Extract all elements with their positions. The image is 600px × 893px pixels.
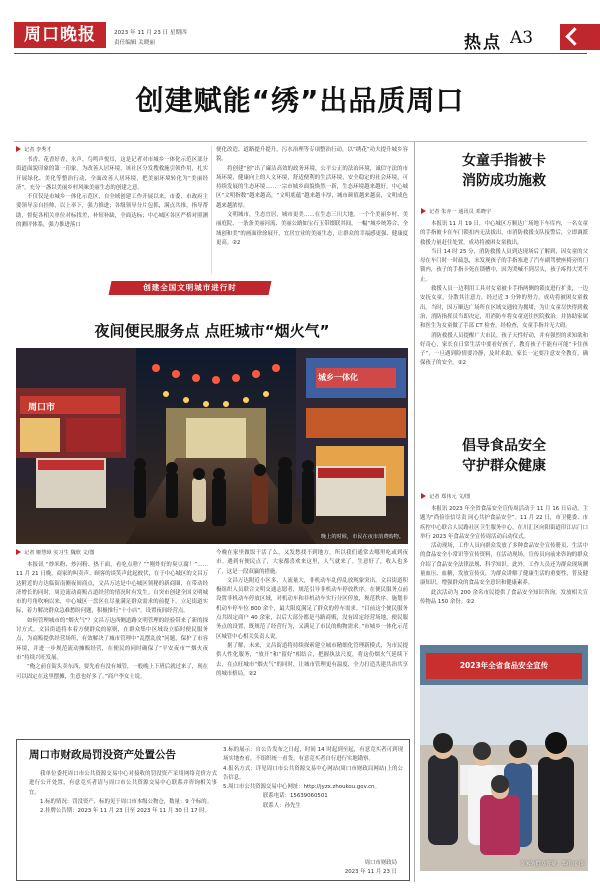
article2-para: 如何管理城市的“烟火气”？文昌万达西侧道路文明管理的经验带来了新的探讨方式。文昌街道将本着方便群众的原则，在群众集中区域设立临时便民服务点，为商贩提供经营场所，有效解决了城市管理中“乱摆乱放”问题，保护了市容环境，并进一步规范流动摊贩经营，在便民的同时确保了“平安夜市”“烟火夜市”持续兴旺发展。 [16, 617, 208, 661]
notice-date: 2023 年 11 月 23 日 [344, 869, 397, 875]
market-sign-right: 城乡一体化 [318, 373, 358, 382]
section-divider [414, 142, 415, 882]
notice-para: 我单位委托周口市公共资源交易中心对接收的罚没资产采用网络竞价方式进行公开处置，有意竞买者请与周口市公共资源交易中心联系并咨询相关事宜。 [29, 771, 217, 796]
article4-title-line1: 倡导食品安全 [462, 438, 546, 454]
night-market-photo [16, 348, 408, 544]
article4-title-line2: 守护群众健康 [462, 458, 546, 474]
article2-para: 文昌万达附近小区多、人流量大，非机动车乱停乱放现象突出，文昌街道积极组织人员联合文明交通志愿者，规范引导非机动车停放秩序，在便民服务点前设置非机动车停放区域，对机动车和非机动车实行分区停放，规范秩序，施划非机动车停车位 800 余个，最大限度满足了群众的停车需求。“目前这个便民服务点共固定商户 40 余家，以后大部分都是马路商贩，没有固定经营场地，便民服务点的设置，既规范了经营行为，又满足了市民的购物需求。”市城乡一体化示范区城管中心相关负责人说。 [216, 577, 408, 640]
article3-byline: 记者 朱亦一 通讯员 邓晓宇 [429, 209, 492, 215]
page-number: A3 [510, 28, 534, 48]
notice-phone: 联系电话：15639060501 [263, 793, 328, 800]
notice-para: 2.挂牌公告期：2023 年 11 月 23 日至 2023 年 11 月 30 日 17 时。 [40, 808, 211, 815]
article1-para: 文明城市，生态宜居，城市更美……在生态三川大地，一个个美丽乡村、美丽庭院、一条条美丽河流、美丽公路如宝石玉带缀联其间，一幅“城乡统筹合、全域创和美”的画面徐徐展开，宜居宜业的美丽生态，让群众的幸福感更强、健康度更高。②2 [216, 212, 408, 246]
section-name: 热点 [464, 33, 502, 53]
article2-para: “俺之前在街头卖东西，要先看有没有城管，一般晚上下班后就过来了，现在可以固定在这里摆摊，生意也好多了。”商户李女士说。 [16, 664, 208, 680]
notice-para: 5.周口市公共资源交易中心网址：http://jyzx.zhoukou.gov.cn。 [223, 784, 380, 791]
article3-title-line1: 女童手指被卡 [462, 153, 546, 169]
main-headline: 创建赋能“绣”出品质周口 [135, 84, 465, 117]
byline-marker-icon [421, 493, 426, 499]
notice-para: 4.报名方式：详见周口市公共资源交易中心网站(周口市财政局网站)上的公告信息。 [223, 765, 403, 781]
article4-para: 此次活动为 200 余名市民提供了食品安全知识咨询，发放相关宣传物品 150 余份。②2 [420, 589, 588, 605]
column-divider [211, 146, 212, 274]
article4-byline: 记者 郑伟元 文/图 [429, 494, 471, 500]
notice-signer: 周口市财政局 [364, 860, 397, 866]
notice-box [16, 739, 410, 881]
article3-para: 救援人员一边利用工具对女童被卡手指两侧的锁皮进行扩张，一边安抚女童，分散其注意力，经过近 3 分钟的努力，成功将被困女童救出。当时，因万顺达广场所在区域交通较为拥堵，为让女童尽快得到救治，消防指挥员当即决定，用消防车将女童送往医院救治。并协助家属和医生为女童做了手部 CT 检查，经检查，女童手指并无大碍。 [420, 286, 588, 330]
notice-para: 3.标的展示：自公告发布之日起，时间 14 时起到至起，有意竞买者可到现场实地查看，不组织统一看货，有意竞买者自行进行实地勘察。 [223, 747, 403, 763]
article3-title-line2: 消防成功施救 [462, 173, 546, 189]
notice-title: 周口市财政局罚没资产处置公告 [29, 749, 176, 761]
food-safety-photo [420, 645, 588, 871]
article1-para: 便化改造、道路提升提升，污水治理等专项整治行动，以“绣花”功夫提升城乡容貌。 [216, 147, 408, 163]
photo-caption: 专家为群众答疑。郑伟元 摄 [520, 861, 584, 867]
article2-col2 [216, 549, 408, 679]
article2-para: 据了解，未来，文昌街道将持续探索建立城市精细化管理新模式，为市民提供人性化服务，“放开”和“留好”相结合，把握执法尺度，将这份烟火气延续下去，在点旺城市“烟火气”的同时，让城市管理更有温度，全力打造共建共治共享的城市格局。②2 [216, 642, 408, 677]
article4-body [420, 505, 588, 607]
article2-byline: 记者 姬慧璋 实习生 魏欣 文/图 [24, 550, 95, 556]
masthead-date: 2023 年 11 月 23 日 星期四 [114, 30, 187, 36]
food-safety-illustration [420, 645, 588, 871]
article4-para: 本报讯 2023 年全省食品安全宣传周活动于 11 月 16 日启动，主题为“尚俭崇信尽责 同心共护食品安全”。11 月 22 日，市卫健委、市疾控中心联合人民路社区卫生服务中心，在川汇区向阳街道印江店门口举行 2023 年食品安全宣传周活动启动仪式。 [420, 506, 588, 540]
article3-para: 当日 14 时 25 分，消防救援人员到达现场后了解到，因女童的父母在车门时一时疏忽，未发现孩子的手指塞进了汽车副驾驶座椅旁的门锁内，孩子的手指卡死在锁槽中，因为哭喊不到尽头，孩子疼得大哭不止。 [420, 248, 588, 283]
article1-para: 书香、花香好香，水声、鸟鸣声悦耳，这是记者对市城乡一体化示范区部分街道面貌印象的第一印象。为改善人居环境，该社区分发搜救施引领作用，扎实开展绿化、美化等整治行动，全面改善人居环境，把美丽环境转化为“美丽经济”，充分一盏以美丽乡村风味美丽生态的创建之意。 [16, 157, 208, 191]
food-safety-banner-text: 2023年全省食品安全宣传 [459, 661, 549, 670]
article1-para: 不仅仅是市城乡一体化示范区，自全域创建工作开展以来，市委、市政府主要领导亲自挂帅，以上率下，强力推进；各级领导分片包抓，满点共推，指导帮助，督促各相关单位对标找差，补短补缺，全面达标；中心城区各区严格对照测的测评体系，强力推进落口 [16, 194, 208, 229]
section-banner-text: 创建全国文明城市进行时 [143, 283, 237, 292]
notice-col2 [223, 746, 403, 811]
photo-caption: 晚上的时候，市民在夜市消费购物。 [320, 534, 404, 540]
article3-para: 本报讯 11 月 19 日，中心城区万顺达广场地下车库内，一名女童的手指被卡在车门锁扣内无法拔出，市消防救援支队接警后，立即调派救援力量赶往处置，成功将被困女童救出。 [420, 221, 588, 246]
masthead-editor: 责任编辑 关晓丽 [114, 40, 155, 46]
masthead [0, 0, 600, 60]
logo-text: 周口晚报 [24, 25, 96, 45]
section-banner [109, 281, 272, 295]
article1-col1 [16, 156, 208, 230]
article2-title: 夜间便民服务点 点旺城市“烟火气” [94, 322, 330, 340]
article4-para: 活动现场，工作人员向群众发放了多种食品安全宣传册页、生活中的食品安全小常识等宣传资料，在活动现场，宣传员向前来咨询的群众介绍了食品安全法律法规、科学知识。此外，工作人员还为群众现场测量血压、血糖，发放宣传页，为群众讲解了健康生活的重要性，普及健康知识，增强群众的食品安全意识和健康素养。 [420, 543, 588, 587]
byline-marker-icon [16, 146, 21, 152]
notice-contact: 联系人：孙先生 [263, 802, 301, 809]
notice-para: 1.标的情况：罚没资产，标的见于周口市本级公物仓，数量：9 个标的。 [40, 798, 213, 805]
masthead-logo [14, 22, 106, 48]
article1-byline: 记者 李秀才 [24, 147, 52, 153]
article1-col2 [216, 146, 408, 248]
byline-marker-icon [16, 549, 21, 555]
market-sign-left: 周口市 [28, 403, 56, 413]
notice-col1 [29, 770, 217, 816]
masthead-rule [14, 53, 587, 54]
article2-para: 本报讯 “炒米粉、炒河粉、热干面，看吃点啥？”“刚炸好的臭豆腐！”……11 月 21 日晚，商家的叫卖声、顾客的谈笑声此起彼伏，在于中心城区的文昌万达附近的方达临街南侧夜间商点，文昌万达是中心城区领秘的新商圈，在带动经济增长的同时，周边流动商贩占道经营的情况时有发生。自突市创建全国文明城市的号角吹响以来，中心城区一盘区在尽量满足群众需求的前提下，立足街道实际，着力解决群众急难愁盼问题，积极推行“十小店”，设置夜间经营点。 [16, 562, 208, 615]
headline-rule [14, 141, 587, 142]
article1-para: 将创建“创”出了廉洁高效的政务环境，公平公正的法治环境，诚信守法的市场环境，健康向上的人文环境，舒适便利的生活环境，安全稳定的社会环境，可持续发展的生态环境……一宗市城乡面貌焕然一新，生态环境越来越好，中心城区“文明指数”越来越高，“文明底蕴”越来越丰厚，城市颜值越来越高，文明成色越来越浓厚。 [216, 165, 408, 209]
article2-para: 今晚在家里做饭干活了么，又发愁找不到地方，所以我们通常去哪里吃或到夜市。遇到有便民点了，大家都喜欢来这里，人气就来了。生意好了，收入也多了，这是一段双赢的措施。 [216, 550, 408, 575]
byline-marker-icon [421, 208, 426, 214]
article3-body [420, 220, 588, 369]
article3-para: 消防救援人员提醒广大市民，孩子天性好动，并有强烈的求知欲和好奇心，家长在日常生活中要看好孩子，教育孩子不能有可能“卡住孩子”，一旦遇到险情要冷静，及时求助，家长一定要注意安全教育，确保孩子的安全。②2 [420, 332, 588, 367]
article2-col1 [16, 561, 208, 682]
